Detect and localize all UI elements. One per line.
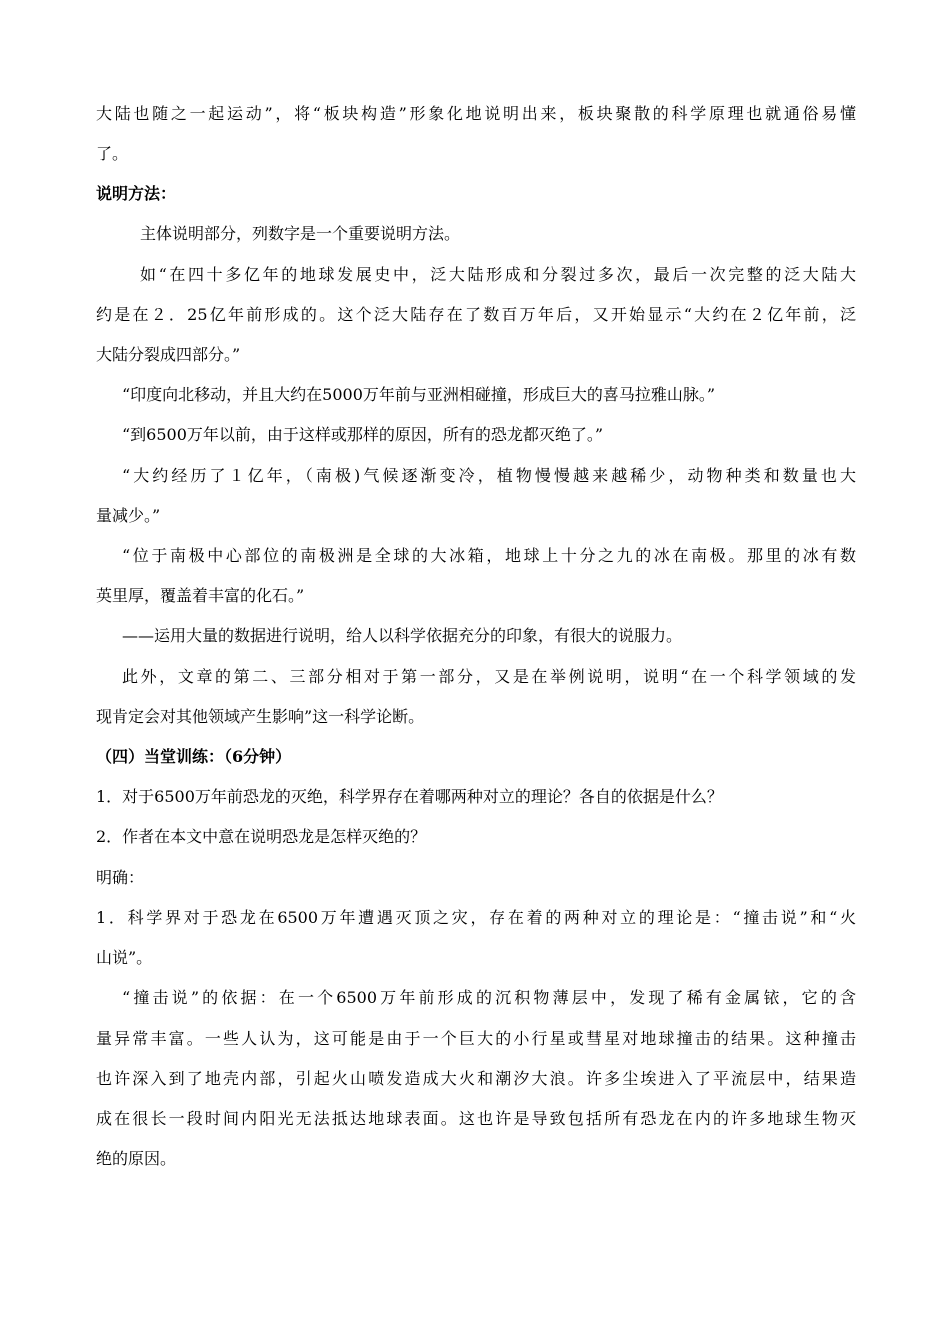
answer-line: 1．科学界对于恐龙在6500万年遭遇灭顶之灾，存在着的两种对立的理论是：“撞击说”和“火 — [96, 908, 856, 927]
section-heading: 说明方法： — [96, 184, 177, 203]
section-heading: （四）当堂训练：（6分钟） — [96, 747, 292, 766]
quote-line: “大约经历了１亿年，（南极)气候逐渐变冷，植物慢慢越来越稀少，动物种类和数量也大 — [122, 466, 856, 485]
question-line: 1．对于6500万年前恐龙的灭绝，科学界存在着哪两种对立的理论？各自的依据是什么？ — [96, 787, 723, 806]
paragraph-line: 现肯定会对其他领域产生影响”这一科学论断。 — [96, 707, 425, 726]
quote-line: “位于南极中心部位的南极洲是全球的大冰箱，地球上十分之九的冰在南极。那里的冰有数 — [122, 546, 856, 565]
paragraph-line: 大陆也随之一起运动”，将“板块构造”形象化地说明出来，板块聚散的科学原理也就通俗易懂 — [96, 104, 856, 123]
question-line: 2．作者在本文中意在说明恐龙是怎样灭绝的？ — [96, 827, 427, 846]
paragraph-line: 如“在四十多亿年的地球发展史中，泛大陆形成和分裂过多次，最后一次完整的泛大陆大 — [140, 265, 856, 284]
quote-line: “到6500万年以前，由于这样或那样的原因，所有的恐龙都灭绝了。” — [122, 425, 604, 444]
paragraph-line: 了。 — [96, 144, 129, 163]
answer-line: 成在很长一段时间内阳光无法抵达地球表面。这也许是导致包括所有恐龙在内的许多地球生物灭 — [96, 1109, 856, 1128]
quote-line: 英里厚，覆盖着丰富的化石。” — [96, 586, 305, 605]
answer-line: 也许深入到了地壳内部，引起火山喷发造成大火和潮汐大浪。许多尘埃进入了平流层中，结果造 — [96, 1069, 856, 1088]
paragraph-line: 大陆分裂成四部分。” — [96, 345, 241, 364]
answer-line: “撞击说”的依据：在一个6500万年前形成的沉积物薄层中，发现了稀有金属铱，它的含 — [122, 988, 856, 1007]
paragraph-line: 主体说明部分，列数字是一个重要说明方法。 — [140, 224, 461, 243]
answer-line: 绝的原因。 — [96, 1149, 177, 1168]
answer-heading: 明确： — [96, 868, 145, 887]
quote-line: “印度向北移动，并且大约在5000万年前与亚洲相碰撞，形成巨大的喜马拉雅山脉。” — [122, 385, 716, 404]
paragraph-line: 此外，文章的第二、三部分相对于第一部分，又是在举例说明，说明“在一个科学领域的发 — [122, 667, 856, 686]
answer-line: 山说”。 — [96, 948, 153, 967]
quote-line: 量减少。” — [96, 506, 161, 525]
paragraph-line: ——运用大量的数据进行说明，给人以科学依据充分的印象，有很大的说服力。 — [122, 626, 683, 645]
answer-line: 量异常丰富。一些人认为，这可能是由于一个巨大的小行星或彗星对地球撞击的结果。这种撞击 — [96, 1029, 856, 1048]
paragraph-line: 约是在２．25亿年前形成的。这个泛大陆存在了数百万年后，又开始显示“大约在２亿年前，泛 — [96, 305, 856, 324]
